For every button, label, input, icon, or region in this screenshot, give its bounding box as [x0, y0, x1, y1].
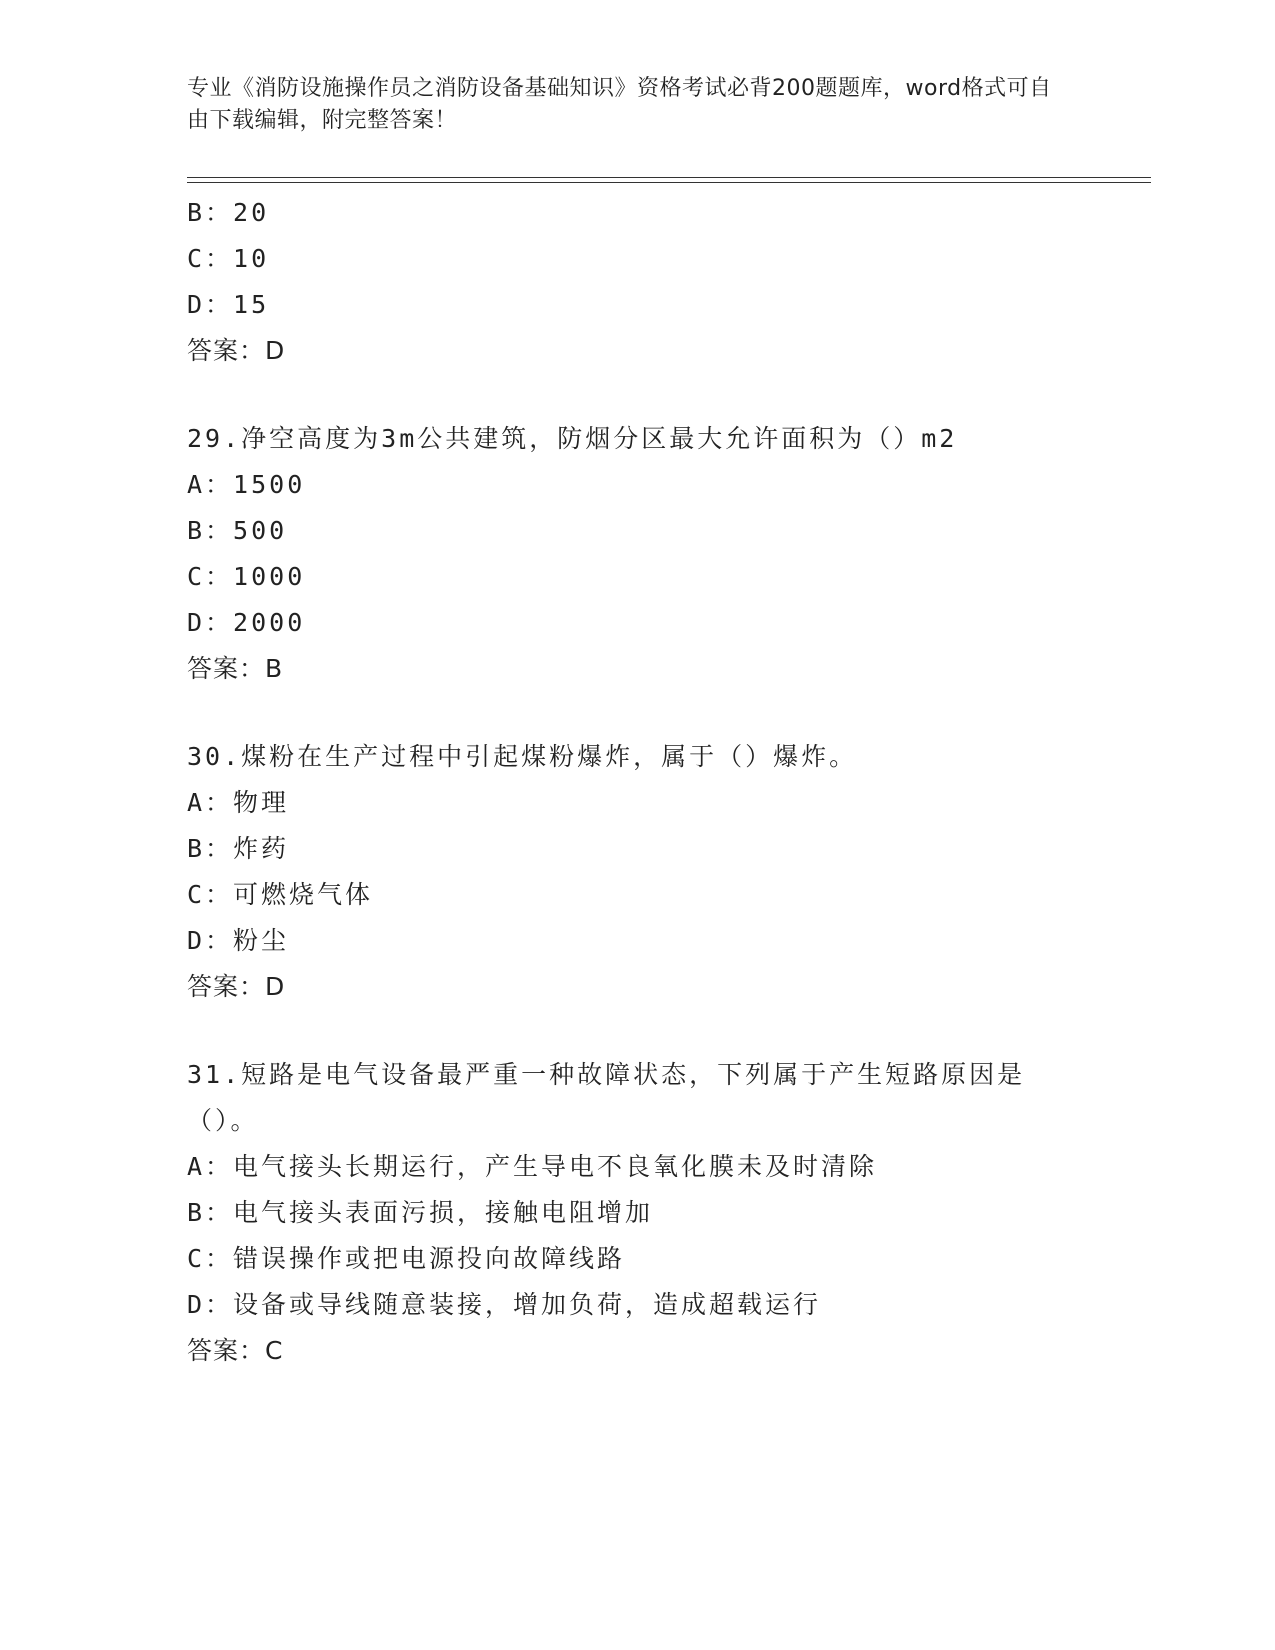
option-c: C：可燃烧气体 [187, 880, 374, 909]
question-list [187, 190, 1087, 1374]
answer-line: 答案：B [187, 654, 284, 683]
option-c: C：10 [187, 244, 270, 273]
option-d: D：粉尘 [187, 926, 290, 955]
option-b: B：电气接头表面污损，接触电阻增加 [187, 1198, 654, 1227]
answer-line: 答案：D [187, 336, 286, 365]
option-b: B：20 [187, 198, 270, 227]
option-a: A：电气接头长期运行，产生导电不良氧化膜未及时清除 [187, 1152, 878, 1181]
option-b: B：500 [187, 516, 288, 545]
option-d: D：15 [187, 290, 270, 319]
option-d: D：2000 [187, 608, 306, 637]
question-30 [187, 734, 1087, 1010]
answer-line: 答案：D [187, 972, 286, 1001]
option-c: C：1000 [187, 562, 306, 591]
answer-line: 答案：C [187, 1336, 284, 1365]
question-29 [187, 416, 1087, 692]
question-stem: 31.短路是电气设备最严重一种故障状态，下列属于产生短路原因是（）。 [187, 1060, 1026, 1135]
question-stem: 30.煤粉在生产过程中引起煤粉爆炸，属于（）爆炸。 [187, 742, 858, 771]
document-header: 专业《消防设施操作员之消防设备基础知识》资格考试必背200题题库，word格式可自由下载编辑，附完整答案！ [187, 76, 1052, 133]
header-rule-top [187, 177, 1151, 178]
header-rule-bottom [187, 182, 1151, 183]
option-c: C：错误操作或把电源投向故障线路 [187, 1244, 626, 1273]
continued-question [187, 190, 1087, 374]
option-b: B：炸药 [187, 834, 290, 863]
question-stem: 29.净空高度为3m公共建筑，防烟分区最大允许面积为（）m2 [187, 424, 958, 453]
option-a: A：物理 [187, 788, 290, 817]
question-31 [187, 1052, 1087, 1374]
option-a: A：1500 [187, 470, 306, 499]
option-d: D：设备或导线随意装接，增加负荷，造成超载运行 [187, 1290, 822, 1319]
